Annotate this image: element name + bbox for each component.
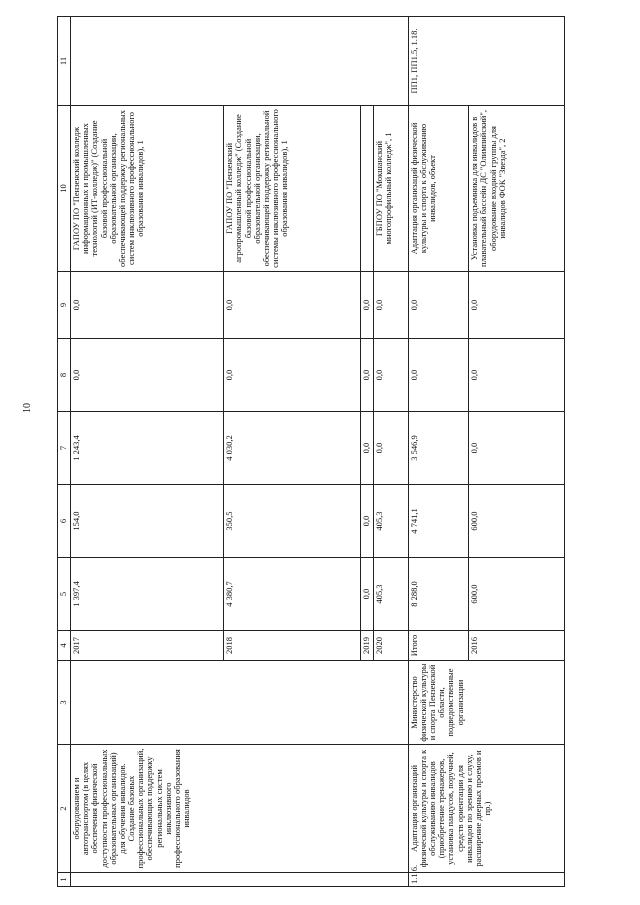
total-amount: 405,3 — [373, 558, 408, 631]
object-description: ГБПОУ ПО "Мокшанский многопрофильный колледж", 1 — [373, 106, 408, 272]
table-row — [408, 17, 468, 887]
year-cell: 2017 — [71, 631, 224, 661]
measure-number-cell: 1.1.6. — [408, 873, 564, 887]
amount-col-7: 1 243,4 — [71, 412, 224, 485]
reference-cell — [71, 17, 409, 106]
amount-col-6: 154,0 — [71, 485, 224, 558]
amount-col-9: 0,0 — [71, 272, 224, 339]
year-cell: 2019 — [361, 631, 373, 661]
amount-col-7: 0,0 — [373, 412, 408, 485]
header-col-6: 6 — [58, 485, 71, 558]
header-col-10: 10 — [58, 106, 71, 272]
header-row — [58, 17, 71, 887]
total-amount: 8 288,0 — [408, 558, 468, 631]
rotated-table-container — [57, 17, 565, 887]
header-col-7: 7 — [58, 412, 71, 485]
object-description: ГАПОУ ПО "Пензенский агропромышленный колледж" (Создание базовой профессиональной образовательной организации, обеспечивающей поддержку региональной системы инклюзивного профессионального образования инвалидов), 1 — [224, 106, 361, 272]
amount-col-9: 0,0 — [408, 272, 468, 339]
amount-col-6: 600,0 — [469, 485, 565, 558]
amount-col-7: 0,0 — [361, 412, 373, 485]
amount-col-8: 0,0 — [361, 339, 373, 412]
total-amount: 0,0 — [361, 558, 373, 631]
header-col-1: 1 — [58, 873, 71, 887]
amount-col-7: 0,0 — [469, 412, 565, 485]
year-cell: 2018 — [224, 631, 361, 661]
reference-cell: ПП1, ПП1.5, 1.18. — [408, 17, 564, 106]
amount-col-6: 350,5 — [224, 485, 361, 558]
header-col-2: 2 — [58, 745, 71, 873]
amount-col-9: 0,0 — [361, 272, 373, 339]
measure-description: Адаптация организаций физической культуры и спорта к обслуживанию инвалидов (приобретение тренажеров, установка пандусов, поручней, средств ориентации для инвалидов по зрению и слуху, расширение дверных проемов и пр.) — [408, 745, 564, 873]
amount-col-6: 0,0 — [361, 485, 373, 558]
header-col-8: 8 — [58, 339, 71, 412]
amount-col-8: 0,0 — [71, 339, 224, 412]
object-description: Адаптация организаций физической культуры и спорта к обслуживанию инвалидов, объект — [408, 106, 468, 272]
total-amount: 4 380,7 — [224, 558, 361, 631]
amount-col-8: 0,0 — [224, 339, 361, 412]
amount-col-6: 405,3 — [373, 485, 408, 558]
header-col-5: 5 — [58, 558, 71, 631]
header-col-9: 9 — [58, 272, 71, 339]
amount-col-9: 0,0 — [373, 272, 408, 339]
year-cell: Итого — [408, 631, 468, 661]
amount-col-9: 0,0 — [224, 272, 361, 339]
header-col-3: 3 — [58, 661, 71, 745]
amount-col-8: 0,0 — [469, 339, 565, 412]
header-col-4: 4 — [58, 631, 71, 661]
executor-cell — [71, 661, 409, 745]
object-description — [361, 106, 373, 272]
table-row — [71, 17, 224, 887]
amount-col-6: 4 741,1 — [408, 485, 468, 558]
header-col-11: 11 — [58, 17, 71, 106]
amount-col-7: 3 546,9 — [408, 412, 468, 485]
total-amount: 600,0 — [469, 558, 565, 631]
amount-col-8: 0,0 — [408, 339, 468, 412]
measure-description: оборудованием и автотранспортом (в целях обеспечения физической доступности профессиональных образовательных организаций) для обучения инвалидов. Создание базовых профессиональных организаций, обеспечивающих поддержку региональных систем инклюзивного профессионального образования инвалидов — [71, 745, 409, 873]
program-measures-table — [57, 16, 565, 887]
object-description: ГАПОУ ПО "Пензенский колледж информационных и промышленных технологий (ИТ-колледж)" (Создание базовой профессиональной образовательной организации, обеспечивающей поддержку региональных систем инклюзивного профессионального образования инвалидов), 1 — [71, 106, 224, 272]
amount-col-9: 0,0 — [469, 272, 565, 339]
amount-col-8: 0,0 — [373, 339, 408, 412]
page-number: 10 — [22, 403, 33, 413]
executor-cell: Министерство физической культуры и спорта Пензенской области, подведомственные организации — [408, 661, 564, 745]
year-cell: 2020 — [373, 631, 408, 661]
measure-number-cell — [71, 873, 409, 887]
amount-col-7: 4 030,2 — [224, 412, 361, 485]
object-description: Установка подъемника для инвалидов в плавательный бассейн ДС "Олимпийский", оборудование входной группы для инвалидов ФОК "Звезда", 2 — [469, 106, 565, 272]
year-cell: 2016 — [469, 631, 565, 661]
total-amount: 1 397,4 — [71, 558, 224, 631]
